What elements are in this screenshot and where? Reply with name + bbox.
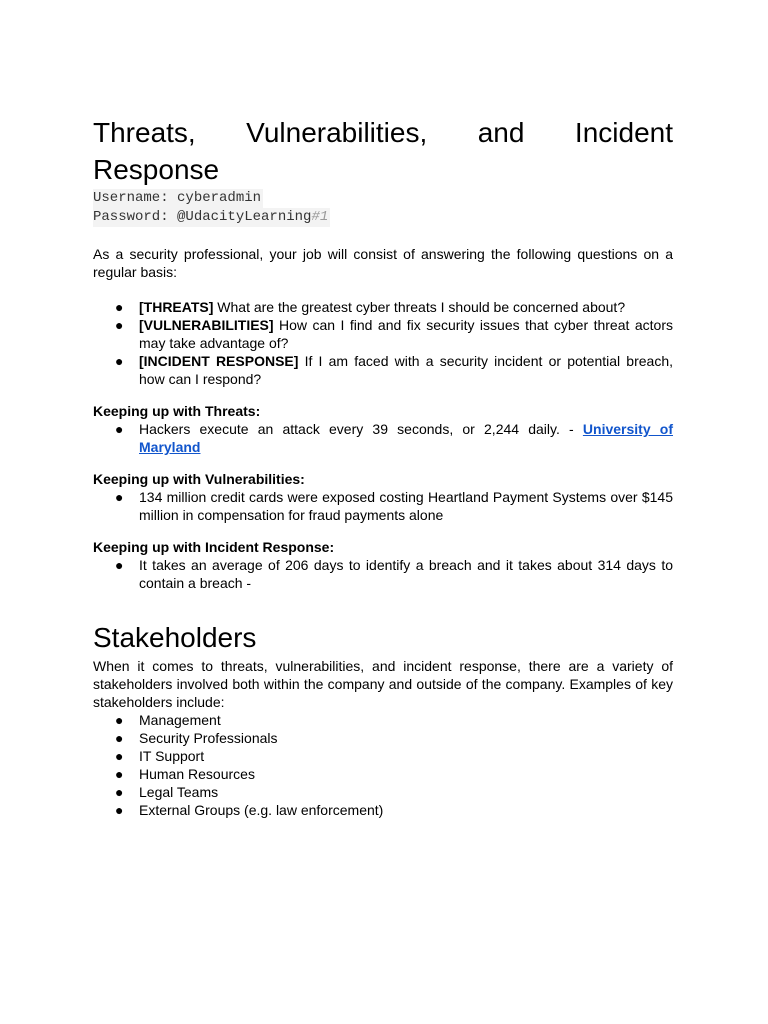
question-tag: [VULNERABILITIES] [139,317,274,333]
bullet-icon: ● [115,299,124,315]
intro-paragraph: As a security professional, your job will consist of answering the following questions on a regular basis: [93,246,673,280]
list-item-incident-response [93,352,673,388]
vulnerabilities-list [93,488,673,524]
bullet-icon: ● [115,712,124,728]
bullet-icon: ● [115,353,124,369]
stakeholder-label: Security Professionals [139,730,278,746]
stakeholder-label: Human Resources [139,766,255,782]
bullet-icon: ● [115,802,124,818]
stakeholders-intro: When it comes to threats, vulnerabilities, and incident response, there are a variety of stakeholders involved both within the company and outside of the company. Examples of key stakeholders include: [93,658,673,710]
list-item [93,556,673,592]
password-line [93,208,330,227]
list-item [93,801,673,819]
bullet-icon: ● [115,317,124,333]
question-text: How can I find and fix security issues that cyber threat actors may take advantage of? [139,317,673,351]
bullet-icon: ● [115,730,124,746]
stakeholders-list [93,711,673,819]
incident-item-text: It takes an average of 206 days to identify a breach and it takes about 314 days to contain a breach - [139,557,673,591]
vulnerabilities-heading: Keeping up with Vulnerabilities: [93,471,305,487]
question-tag: [THREATS] [139,299,214,315]
list-item-threats [93,298,673,316]
list-item [93,783,673,801]
document-content [93,114,673,819]
bullet-icon: ● [115,421,124,437]
password-hash: #1 [311,209,329,225]
list-item [93,729,673,747]
threats-list [93,420,673,456]
list-item [93,488,673,524]
incident-response-heading: Keeping up with Incident Response: [93,539,335,555]
questions-list [93,298,673,388]
vulnerabilities-item-text: 134 million credit cards were exposed costing Heartland Payment Systems over $145 million in compensation for fraud payments alone [139,489,673,523]
bullet-icon: ● [115,748,124,764]
incident-response-list [93,556,673,592]
page-title: Threats, Vulnerabilities, and Incident Response [93,117,673,185]
threats-heading: Keeping up with Threats: [93,403,261,419]
list-item [93,420,673,456]
threats-item-text: Hackers execute an attack every 39 seconds, or 2,244 daily. - [139,421,583,437]
question-tag: [INCIDENT RESPONSE] [139,353,299,369]
list-item [93,765,673,783]
question-text: If I am faced with a security incident or potential breach, how can I respond? [139,353,673,387]
stakeholder-label: Legal Teams [139,784,219,800]
bullet-icon: ● [115,489,124,505]
question-text: What are the greatest cyber threats I should be concerned about? [213,299,626,315]
stakeholder-label: IT Support [139,748,205,764]
bullet-icon: ● [115,784,124,800]
list-item [93,747,673,765]
credentials-code-block [93,189,673,227]
list-item [93,711,673,729]
stakeholders-heading: Stakeholders [93,622,257,653]
university-of-maryland-link[interactable]: University of Maryland [139,421,673,455]
password-text: Password: @UdacityLearning [93,209,312,225]
bullet-icon: ● [115,766,124,782]
stakeholder-label: Management [139,712,221,728]
username-line: Username: cyberadmin [93,190,262,206]
list-item-vulnerabilities [93,316,673,352]
bullet-icon: ● [115,557,124,573]
stakeholder-label: External Groups (e.g. law enforcement) [139,802,384,818]
